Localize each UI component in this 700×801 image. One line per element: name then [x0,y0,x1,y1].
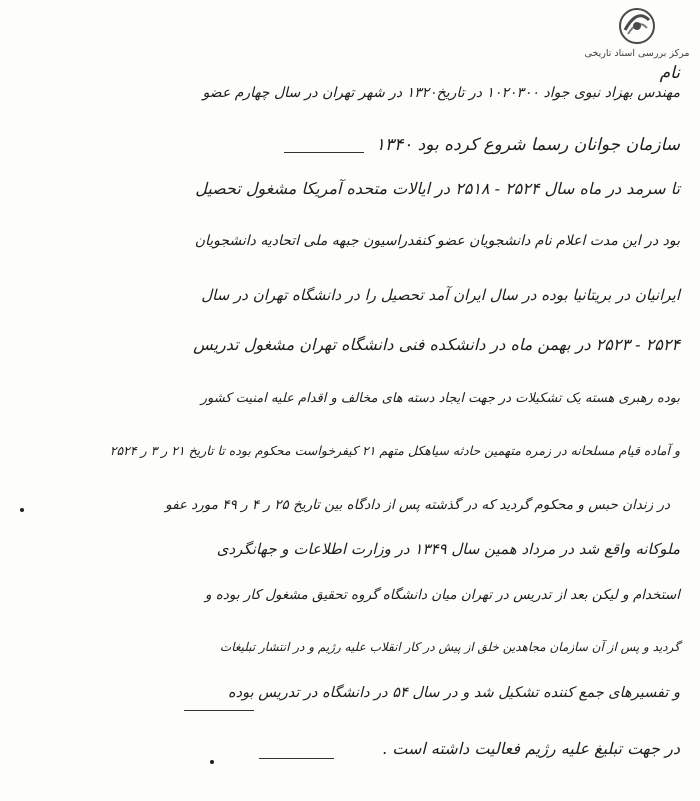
letter-line-15: در جهت تبلیغ علیه رژیم فعالیت داشته است . [382,739,680,758]
pen-stroke [259,758,334,759]
letter-line-5: بود در این مدت اعلام نام دانشجویان عضو کنفدراسیون جبهه ملی اتحادیه دانشجویان [194,233,680,249]
archive-logo-caption: مرکز بررسی اسناد تاریخی [584,48,690,59]
letter-line-13: گردید و پس از آن سازمان مجاهدین خلق از پیش در کار انقلاب علیه رژیم و در انتشار تبلیغات [219,640,680,654]
pen-stroke [284,152,364,153]
letter-line-1: نام [659,63,680,83]
letter-line-7: ۲۵۲۴ - ۲۵۲۳ در بهمن ماه در دانشکده فنی دانشگاه تهران مشغول تدریس [193,335,680,354]
letter-line-11: ملوکانه واقع شد در مرداد همین سال ۱۳۴۹ در وزارت اطلاعات و جهانگردی [216,540,680,558]
archive-emblem-icon [616,6,658,46]
ink-dot [210,760,214,764]
letter-line-10: در زندان حبس و محکوم گردید که در گذشته پس از دادگاه بین تاریخ ۲۵ ر ۴ ر ۴۹ مورد عفو [165,497,670,513]
letter-line-6: ایرانیان در بریتانیا بوده در سال ایران آمد تحصیل را در دانشگاه تهران در سال [201,286,680,304]
letter-line-2: مهندس بهزاد نبوی جواد ۱۰۲۰۳۰۰ در تاریخ۱۳۲۰ در شهر تهران در سال چهارم عضو [202,85,680,101]
letter-line-9: و آماده قیام مسلحانه در زمره متهمین حادثه سیاهکل متهم ۲۱ کیفرخواست محکوم بوده تا تاریخ ۲۱ ر ۳ ر ۲۵۲۴ [109,443,680,458]
letter-line-4: تا سرمد در ماه سال ۲۵۲۴ - ۲۵۱۸ در ایالات متحده آمریکا مشغول تحصیل [195,179,680,198]
letter-line-3: سازمان جوانان رسما شروع کرده بود ۱۳۴۰ [375,135,680,155]
handwritten-letter [24,60,680,780]
archive-logo [582,6,692,68]
letter-line-14: و تفسیرهای جمع کننده تشکیل شد و در سال ۵۴ در دانشگاه در تدریس بوده [228,685,680,701]
letter-line-8: بوده رهبری هسته یک تشکیلات در جهت ایجاد دسته های مخالف و اقدام علیه امنیت کشور [200,391,680,406]
ink-dot [20,508,24,512]
letter-line-12: استخدام و لیکن بعد از تدریس در تهران میان دانشگاه گروه تحقیق مشغول کار بوده و [204,587,680,603]
pen-stroke [184,710,254,711]
